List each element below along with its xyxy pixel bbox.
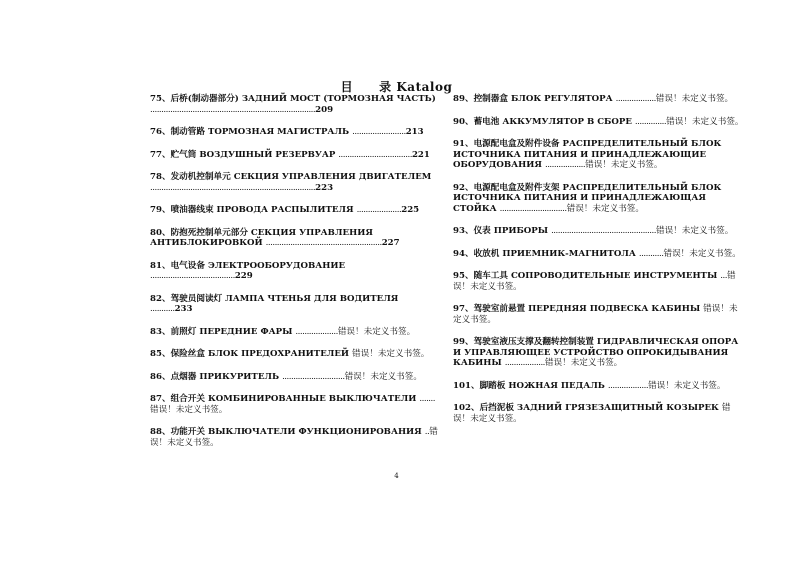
toc-entry-leader-dots: ........... bbox=[638, 248, 664, 259]
toc-entry-leader-dots: .................. bbox=[504, 358, 545, 368]
toc-entry[interactable]: 90、蓄电池 АККУМУЛЯТОР В СБОРЕ ..............错误！未定义书签。 bbox=[453, 116, 744, 127]
toc-entry-title: 喷油器线束 ПРОВОДА РАСПЫЛИТЕЛЯ bbox=[170, 205, 354, 215]
toc-entry-page: 错误！未定义书签。 bbox=[655, 94, 734, 104]
toc-entry-page: 错误！未定义书签。 bbox=[150, 404, 228, 415]
toc-entry-page: 错误！未定义书签。 bbox=[352, 349, 430, 359]
toc-entry-title: 前照灯 ПЕРЕДНИЕ ФАРЫ bbox=[170, 326, 293, 337]
toc-entry-page: 错误！未定义书签。 bbox=[453, 271, 736, 292]
toc-entry-title: 脚踏板 НОЖНАЯ ПЕДАЛЬ bbox=[479, 380, 605, 391]
toc-entry-page: 错误！未定义书签。 bbox=[655, 226, 734, 236]
toc-entry-title: 控制器盒 БЛОК РЕГУЛЯТОРА bbox=[473, 94, 613, 104]
toc-entry-number: 90 bbox=[453, 116, 465, 127]
toc-entry-page: 错误！未定义书签。 bbox=[666, 116, 744, 127]
toc-entry-number: 87 bbox=[150, 394, 162, 404]
toc-entry[interactable]: 101、脚踏板 НОЖНАЯ ПЕДАЛЬ ..................错误！未定义书签。 bbox=[453, 380, 726, 391]
toc-entry-number: 102 bbox=[453, 403, 471, 413]
toc-entry[interactable]: 92、电源配电盒及附件支架 РАСПРЕДЕЛИТЕЛЬНЫЙ БЛОК ИСТОЧНИКА ПИТАНИЯ И ПРИНАДЛЕЖАЮЩАЯ СТОЙКА ..............................错误！未定义书签。 bbox=[453, 182, 722, 214]
toc-entry-number: 75 bbox=[150, 94, 162, 104]
title-part-1: 目 bbox=[340, 80, 354, 94]
toc-entry[interactable]: 95、随车工具 СОПРОВОДИТЕЛЬНЫЕ ИНСТРУМЕНТЫ ...错误！未定义书签。 bbox=[453, 271, 736, 292]
toc-entry-page: 错误！未定义书签。 bbox=[453, 403, 731, 424]
toc-entry-title: 发动机控制单元 СЕКЦИЯ УПРАВЛЕНИЯ ДВИГАТЕЛЕМ bbox=[170, 172, 432, 182]
toc-entry-title: 制动管路 ТОРМОЗНАЯ МАГИСТРАЛЬ bbox=[170, 127, 350, 137]
toc-entry[interactable]: 83、前照灯 ПЕРЕДНИЕ ФАРЫ ...................错误！未定义书签。 bbox=[150, 326, 416, 337]
toc-entry-number: 86 bbox=[150, 371, 162, 382]
toc-entry-leader-dots: ....... bbox=[419, 394, 435, 404]
toc-entry-number: 99 bbox=[453, 337, 465, 347]
toc-entry-number: 93 bbox=[453, 226, 465, 236]
toc-entry-page: 错误！未定义书签。 bbox=[566, 203, 644, 214]
toc-entry-number: 85 bbox=[150, 349, 162, 359]
toc-entry[interactable]: 86、点烟器 ПРИКУРИТЕЛЬ ............................错误！未定义书签。 bbox=[150, 371, 422, 382]
toc-entry-title: 功能开关 ВЫКЛЮЧАТЕЛИ ФУНКЦИОНИРОВАНИЯ bbox=[170, 427, 422, 437]
toc-entry-number: 91 bbox=[453, 139, 465, 149]
toc-entry-page: 225 bbox=[401, 205, 420, 215]
toc-entry-page: 错误！未定义书签。 bbox=[648, 380, 726, 391]
toc-entry-title: 随车工具 СОПРОВОДИТЕЛЬНЫЕ ИНСТРУМЕНТЫ bbox=[473, 271, 718, 281]
toc-entry[interactable]: 97、驾驶室前悬置 ПЕРЕДНЯЯ ПОДВЕСКА КАБИНЫ 错误！未定义书签。 bbox=[453, 304, 738, 325]
toc-entry-number: 78 bbox=[150, 172, 162, 182]
title-part-3: Katalog bbox=[396, 80, 453, 94]
toc-entry-title: 点烟器 ПРИКУРИТЕЛЬ bbox=[170, 371, 280, 382]
toc-entry-leader-dots: .................. bbox=[544, 160, 586, 170]
toc-entry-leader-dots: .......................................................................... bbox=[150, 182, 316, 193]
toc-entry-leader-dots: .................................................... bbox=[265, 238, 382, 248]
toc-entry-leader-dots: ................... bbox=[295, 326, 338, 337]
toc-entry-number: 97 bbox=[453, 304, 465, 314]
toc-entry[interactable]: 102、后挡泥板 ЗАДНИЙ ГРЯЗЕЗАЩИТНЫЙ КОЗЫРЕК 错误！未定义书签。 bbox=[453, 403, 731, 424]
toc-entry-title: 保险丝盒 БЛОК ПРЕДОХРАНИТЕЛЕЙ bbox=[170, 349, 350, 359]
toc-entry-title: 电源配电盒及附件支架 РАСПРЕДЕЛИТЕЛЬНЫЙ БЛОК ИСТОЧНИКА ПИТАНИЯ И ПРИНАДЛЕЖАЮЩАЯ СТОЙКА bbox=[453, 182, 722, 214]
toc-entry-number: 77 bbox=[150, 149, 162, 160]
toc-entry-page: 错误！未定义书签。 bbox=[150, 427, 438, 448]
toc-entry-page: 223 bbox=[315, 182, 334, 193]
toc-entry-number: 81 bbox=[150, 260, 162, 271]
toc-entry-number: 80 bbox=[150, 227, 162, 238]
toc-entry-leader-dots: .................. bbox=[615, 94, 656, 104]
toc-entry[interactable]: 91、电源配电盒及附件设备 РАСПРЕДЕЛИТЕЛЬНЫЙ БЛОК ИСТОЧНИКА ПИТАНИЯ И ПРИНАДЛЕЖАЮЩИЕ ОБОРУДОВАНИЯ ..................错误！未定义书签。 bbox=[453, 139, 722, 170]
toc-entry-page: 错误！未定义书签。 bbox=[544, 358, 623, 368]
toc-entry[interactable]: 88、功能开关 ВЫКЛЮЧАТЕЛИ ФУНКЦИОНИРОВАНИЯ ..错误！未定义书签。 bbox=[150, 427, 438, 448]
toc-entry-leader-dots: ........................ bbox=[352, 127, 406, 137]
toc-entry-leader-dots: .......................................................................... bbox=[150, 104, 316, 115]
toc-entry[interactable]: 76、制动管路 ТОРМОЗНАЯ МАГИСТРАЛЬ ........................213 bbox=[150, 127, 424, 137]
toc-entry-title: 驾驶室液压支撑及翻转控制装置 ГИДРАВЛИЧЕСКАЯ ОПОРА И УПРАВЛЯЮЩЕЕ УСТРОЙСТВО ОПРОКИДЫВАНИЯ КАБИНЫ bbox=[453, 337, 739, 368]
toc-entry-title: 仪表 ПРИБОРЫ bbox=[473, 226, 549, 236]
toc-entry[interactable]: 89、控制器盒 БЛОК РЕГУЛЯТОРА ..................错误！未定义书签。 bbox=[453, 94, 734, 104]
toc-entry-title: 电气设备 ЭЛЕКТРООБОРУДОВАНИЕ bbox=[170, 260, 346, 271]
toc-entry-title: 后桥(制动器部分) ЗАДНИЙ МОСТ (ТОРМОЗНАЯ ЧАСТЬ) bbox=[170, 94, 436, 104]
toc-entry-page: 错误！未定义书签。 bbox=[453, 304, 738, 325]
toc-entry-number: 95 bbox=[453, 271, 465, 281]
toc-entry[interactable]: 77、贮气筒 ВОЗДУШНЫЙ РЕЗЕРВУАР .................................221 bbox=[150, 149, 430, 160]
toc-entry-title: 蓄电池 АККУМУЛЯТОР В СБОРЕ bbox=[473, 116, 632, 127]
toc-entry-leader-dots: ...................................... bbox=[150, 271, 235, 281]
toc-entry-title: 组合开关 КОМБИНИРОВАННЫЕ ВЫКЛЮЧАТЕЛИ bbox=[170, 394, 417, 404]
toc-entry[interactable]: 81、电气设备 ЭЛЕКТРООБОРУДОВАНИЕ ......................................229 bbox=[150, 260, 346, 281]
toc-entry[interactable]: 80、防抱死控制单元部分 СЕКЦИЯ УПРАВЛЕНИЯ АНТИБЛОКИРОВКОЙ ....................................................227 bbox=[150, 227, 400, 248]
toc-entry-number: 94 bbox=[453, 248, 465, 259]
toc-entry[interactable]: 82、驾驶员阅读灯 ЛАМПА ЧТЕНЬЯ ДЛЯ ВОДИТЕЛЯ ...........233 bbox=[150, 293, 399, 314]
toc-entry[interactable]: 94、收放机 ПРИЕМНИК-МАГНИТОЛА ...........错误！未定义书签。 bbox=[453, 248, 741, 259]
toc-entry-number: 79 bbox=[150, 205, 162, 215]
toc-entry-number: 89 bbox=[453, 94, 465, 104]
toc-entry-number: 76 bbox=[150, 127, 162, 137]
toc-entry-title: 驾驶员阅读灯 ЛАМПА ЧТЕНЬЯ ДЛЯ ВОДИТЕЛЯ bbox=[170, 293, 399, 304]
toc-entry-title: 贮气筒 ВОЗДУШНЫЙ РЕЗЕРВУАР bbox=[170, 149, 336, 160]
toc-entry[interactable]: 85、保险丝盒 БЛОК ПРЕДОХРАНИТЕЛЕЙ 错误！未定义书签。 bbox=[150, 349, 430, 359]
toc-entry-number: 83 bbox=[150, 326, 162, 337]
toc-entry-page: 错误！未定义书签。 bbox=[585, 160, 663, 170]
toc-entry-page: 213 bbox=[405, 127, 424, 137]
toc-left-column bbox=[150, 94, 442, 460]
toc-entry-page: 错误！未定义书签。 bbox=[337, 326, 416, 337]
toc-entry-page: 229 bbox=[234, 271, 253, 281]
toc-entry-leader-dots: ................................. bbox=[338, 149, 412, 160]
title-part-2: 录 bbox=[379, 80, 392, 94]
toc-entry-leader-dots: ... bbox=[720, 271, 727, 281]
toc-entry-leader-dots: .................... bbox=[356, 205, 402, 215]
toc-entry-number: 101 bbox=[453, 380, 471, 391]
toc-entry-number: 92 bbox=[453, 182, 465, 193]
toc-entry-number: 82 bbox=[150, 293, 162, 304]
toc-entry-page: 错误！未定义书签。 bbox=[344, 371, 422, 382]
toc-entry-leader-dots: ............................................... bbox=[551, 226, 656, 236]
toc-entry[interactable]: 79、喷油器线束 ПРОВОДА РАСПЫЛИТЕЛЯ ....................225 bbox=[150, 205, 420, 215]
page-number: 4 bbox=[394, 472, 399, 480]
toc-entry-page: 227 bbox=[381, 238, 400, 248]
toc-entry-leader-dots: .............. bbox=[634, 116, 667, 127]
toc-entry-page: 221 bbox=[411, 149, 430, 160]
toc-entry-leader-dots: ........... bbox=[150, 304, 175, 314]
toc-entry-title: 后挡泥板 ЗАДНИЙ ГРЯЗЕЗАЩИТНЫЙ КОЗЫРЕК bbox=[479, 403, 719, 413]
toc-entry-page: 错误！未定义书签。 bbox=[663, 248, 741, 259]
toc-entry[interactable]: 87、组合开关 КОМБИНИРОВАННЫЕ ВЫКЛЮЧАТЕЛИ .......错误！未定义书签。 bbox=[150, 394, 435, 415]
toc-entry-leader-dots: .............................. bbox=[499, 203, 567, 214]
toc-entry-page: 209 bbox=[315, 104, 334, 115]
toc-right-column bbox=[453, 94, 745, 436]
toc-entry[interactable]: 78、发动机控制单元 СЕКЦИЯ УПРАВЛЕНИЯ ДВИГАТЕЛЕМ ..........................................................................223 bbox=[150, 172, 432, 193]
toc-entry-number: 88 bbox=[150, 427, 162, 437]
toc-entry-title: 电源配电盒及附件设备 РАСПРЕДЕЛИТЕЛЬНЫЙ БЛОК ИСТОЧНИКА ПИТАНИЯ И ПРИНАДЛЕЖАЮЩИЕ ОБОРУДОВАНИЯ bbox=[453, 139, 722, 170]
toc-entry[interactable]: 93、仪表 ПРИБОРЫ ...............................................错误！未定义书签。 bbox=[453, 226, 734, 236]
toc-entry-title: 收放机 ПРИЕМНИК-МАГНИТОЛА bbox=[473, 248, 636, 259]
toc-entry-title: 驾驶室前悬置 ПЕРЕДНЯЯ ПОДВЕСКА КАБИНЫ bbox=[473, 304, 701, 314]
toc-entry-leader-dots: ............................ bbox=[282, 371, 345, 382]
toc-entry-leader-dots: .. bbox=[424, 427, 430, 437]
toc-entry[interactable]: 99、驾驶室液压支撑及翻转控制装置 ГИДРАВЛИЧЕСКАЯ ОПОРА И УПРАВЛЯЮЩЕЕ УСТРОЙСТВО ОПРОКИДЫВАНИЯ КАБИНЫ ..................错误！未定义书签。 bbox=[453, 337, 739, 368]
page-title bbox=[0, 78, 793, 95]
toc-entry-title: 防抱死控制单元部分 СЕКЦИЯ УПРАВЛЕНИЯ АНТИБЛОКИРОВКОЙ bbox=[150, 227, 373, 248]
toc-entry-leader-dots: .................. bbox=[607, 380, 649, 391]
toc-entry[interactable]: 75、后桥(制动器部分) ЗАДНИЙ МОСТ (ТОРМОЗНАЯ ЧАСТЬ) ..........................................................................209 bbox=[150, 94, 436, 115]
toc-entry-page: 233 bbox=[174, 304, 193, 314]
